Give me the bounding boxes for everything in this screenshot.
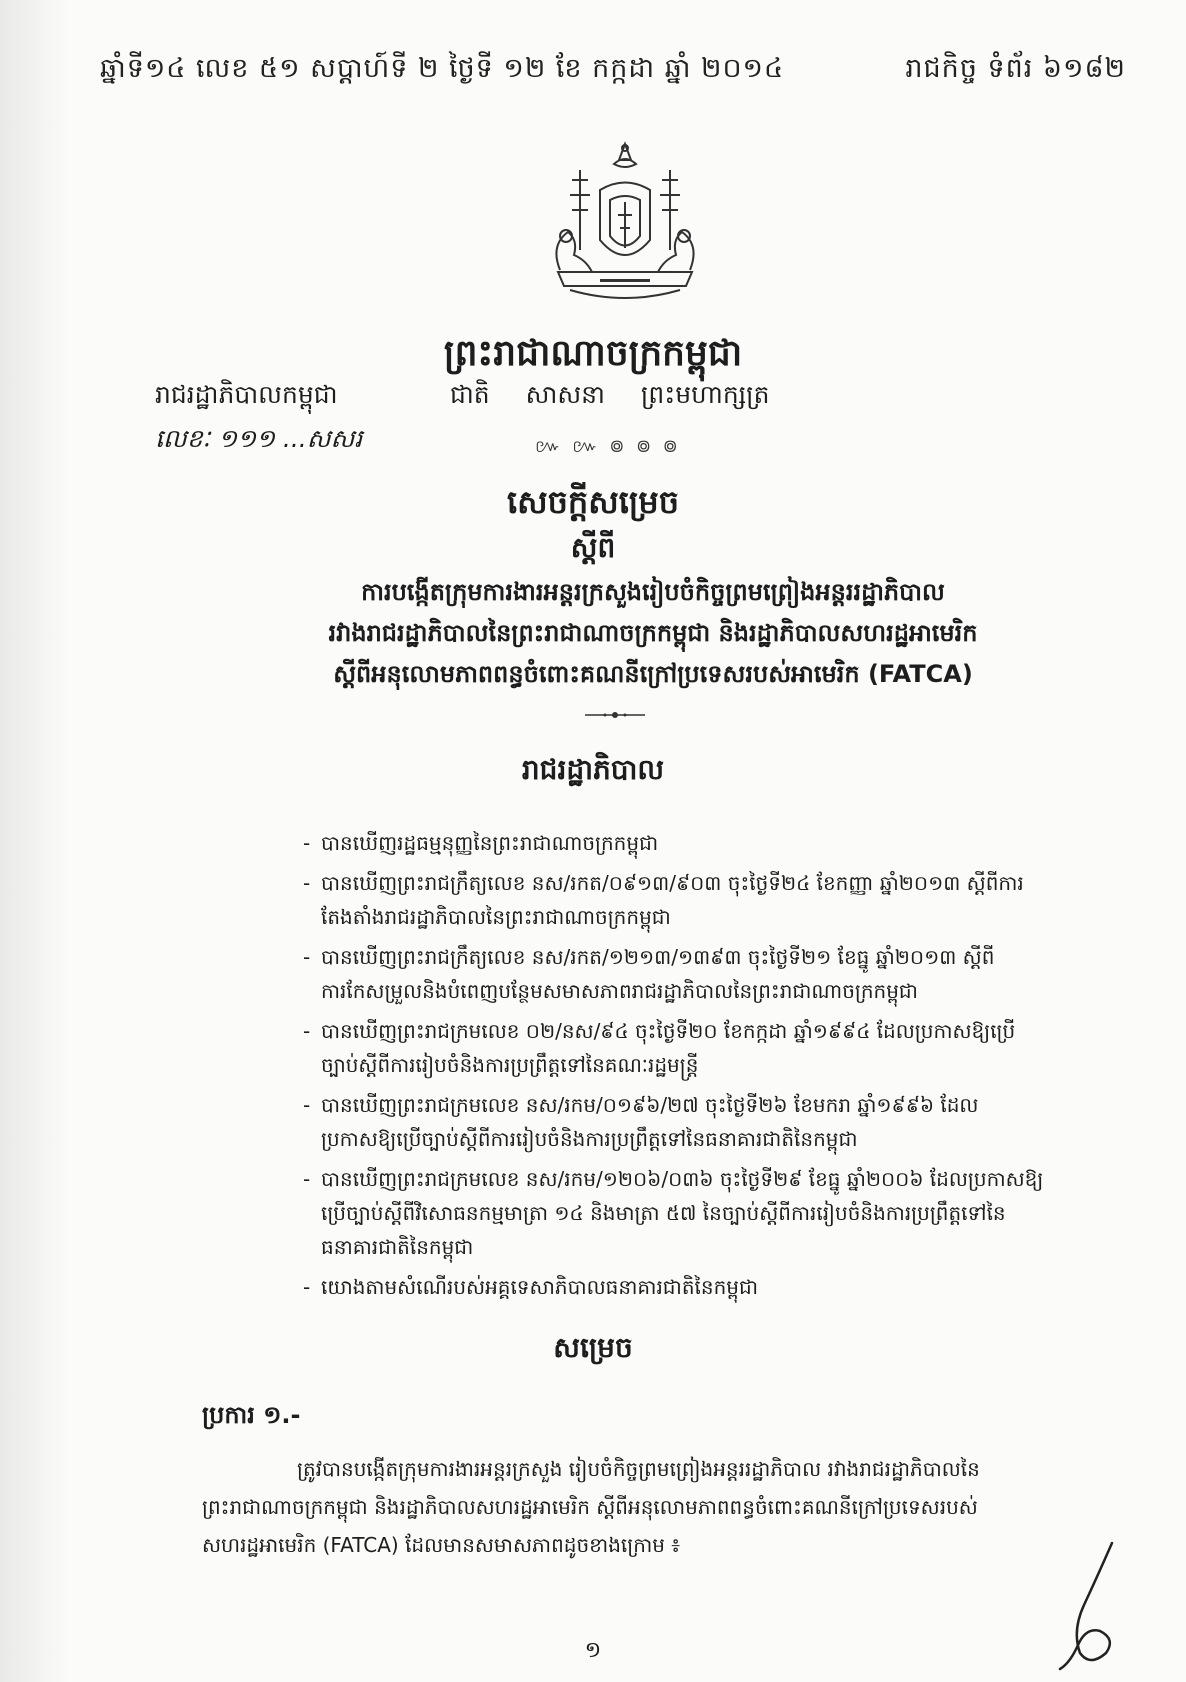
document-subject bbox=[260, 572, 1046, 695]
document-about-label: ស្តីពី bbox=[570, 531, 616, 564]
recital-item: - បានឃើញរដ្ឋធម្មនុញ្ញនៃព្រះរាជាណាចក្រកម្ពុជា bbox=[303, 826, 1045, 860]
national-motto: ជាតិ សាសនា ព្រះមហាក្សត្រ bbox=[450, 380, 770, 409]
article-1-body: ត្រូវបានបង្កើតក្រុមការងារអន្តរក្រសួង រៀបចំកិច្ចព្រមព្រៀងអន្តររដ្ឋាភិបាល រវាងរាជរដ្ឋាភិបាលនៃព្រះរាជាណាចក្រកម្ពុជា និងរដ្ឋាភិបាលសហរដ្ឋអាមេរិក ស្តីពីអនុលោមភាពពន្ធចំពោះគណនីក្រៅប្រទេសរបស់សហរដ្ឋអាមេរិក (FATCA) ដែលមានសមាសភាពដូចខាងក្រោម ៖ bbox=[202, 1457, 980, 1557]
document-title: សេចក្តីសម្រេច bbox=[506, 483, 680, 521]
government-label: រាជរដ្ឋាភិបាលកម្ពុជា bbox=[155, 380, 338, 409]
page-number: ១ bbox=[584, 1638, 602, 1663]
recital-item: - បានឃើញព្រះរាជក្រមលេខ នស/រកម/០១៩៦/២៧ ចុះថ្ងៃទី២៦ ខែមករា ឆ្នាំ១៩៩៦ ដែលប្រកាសឱ្យប្រើច្បាប់ស្តីពីការរៀបចំនិងការប្រព្រឹត្តទៅនៃធនាគារជាតិនៃកម្ពុជា bbox=[303, 1088, 1045, 1156]
recital-item: - បានឃើញព្រះរាជក្រមលេខ ០២/នស/៩៤ ចុះថ្ងៃទី២០ ខែកក្កដា ឆ្នាំ១៩៩៤ ដែលប្រកាសឱ្យប្រើច្បាប់ស្តីពីការរៀបចំនិងការប្រព្រឹត្តទៅនៃគណៈរដ្ឋមន្ត្រី bbox=[303, 1014, 1045, 1082]
decides-heading: សម្រេច bbox=[553, 1331, 633, 1364]
recital-item: - យោងតាមសំណើរបស់អគ្គទេសាភិបាលធនាគារជាតិនៃកម្ពុជា bbox=[303, 1270, 1045, 1304]
issuer-heading: រាជរដ្ឋាភិបាល bbox=[521, 753, 665, 786]
decorative-ornament: ៚ ៚ ៙ ៙ ៙ bbox=[535, 436, 681, 457]
document-number: លេខៈ ១១១ ...សសរ bbox=[155, 424, 363, 453]
subject-line-2: រវាងរាជរដ្ឋាភិបាលនៃព្រះរាជាណាចក្រកម្ពុជា និងរដ្ឋាភិបាលសហរដ្ឋអាមេរិក bbox=[328, 619, 978, 647]
royal-coat-of-arms-emblem bbox=[540, 140, 710, 310]
subject-line-3: ស្តីពីអនុលោមភាពពន្ធចំពោះគណនីក្រៅប្រទេសរបស់អាមេរិក (FATCA) bbox=[333, 660, 973, 688]
subject-line-1: ការបង្កើតក្រុមការងារអន្តរក្រសួងរៀបចំកិច្ចព្រមព្រៀងអន្តររដ្ឋាភិបាល bbox=[361, 578, 945, 606]
recital-item: - បានឃើញព្រះរាជក្រមលេខ នស/រកម/១២០៦/០៣៦ ចុះថ្ងៃទី២៩ ខែធ្នូ ឆ្នាំ២០០៦ ដែលប្រកាសឱ្យប្រើច្បាប់ស្តីពីវិសោធនកម្មមាត្រា ១៤ និងមាត្រា ៥៧ នៃច្បាប់ស្តីពីការរៀបចំនិងការប្រព្រឹត្តទៅនៃធនាគារជាតិនៃកម្ពុជា bbox=[303, 1162, 1045, 1264]
gazette-issue-info: ឆ្នាំទី១៤ លេខ ៥១ សប្តាហ៍ទី ២ ថ្ងៃទី ១២ ខែ កក្កដា ឆ្នាំ ២០១៤ bbox=[100, 53, 785, 84]
recital-item: - បានឃើញព្រះរាជក្រឹត្យលេខ នស/រកត/០៩១៣/៩០៣ ចុះថ្ងៃទី២៤ ខែកញ្ញា ឆ្នាំ២០១៣ ស្តីពីការតែងតាំងរាជរដ្ឋាភិបាលនៃព្រះរាជាណាចក្រកម្ពុជា bbox=[303, 866, 1045, 934]
article-1-title: ប្រការ ១.- bbox=[202, 1401, 301, 1429]
gazette-page-ref: រាជកិច្ច ទំព័រ ៦១៨២ bbox=[905, 53, 1126, 84]
recital-item: - បានឃើញព្រះរាជក្រឹត្យលេខ នស/រកត/១២១៣/១៣៩៣ ចុះថ្ងៃទី២១ ខែធ្នូ ឆ្នាំ២០១៣ ស្តីពីការកែសម្រួលនិងបំពេញបន្ថែមសមាសភាពរាជរដ្ឋាភិបាលនៃព្រះរាជាណាចក្រកម្ពុជា bbox=[303, 940, 1045, 1008]
kingdom-title: ព្រះរាជាណាចក្រកម្ពុជា bbox=[443, 332, 743, 374]
scan-edge-shadow bbox=[0, 0, 70, 1682]
gazette-header bbox=[100, 52, 1126, 91]
section-divider bbox=[585, 710, 645, 720]
recitals-list bbox=[303, 826, 1045, 1310]
